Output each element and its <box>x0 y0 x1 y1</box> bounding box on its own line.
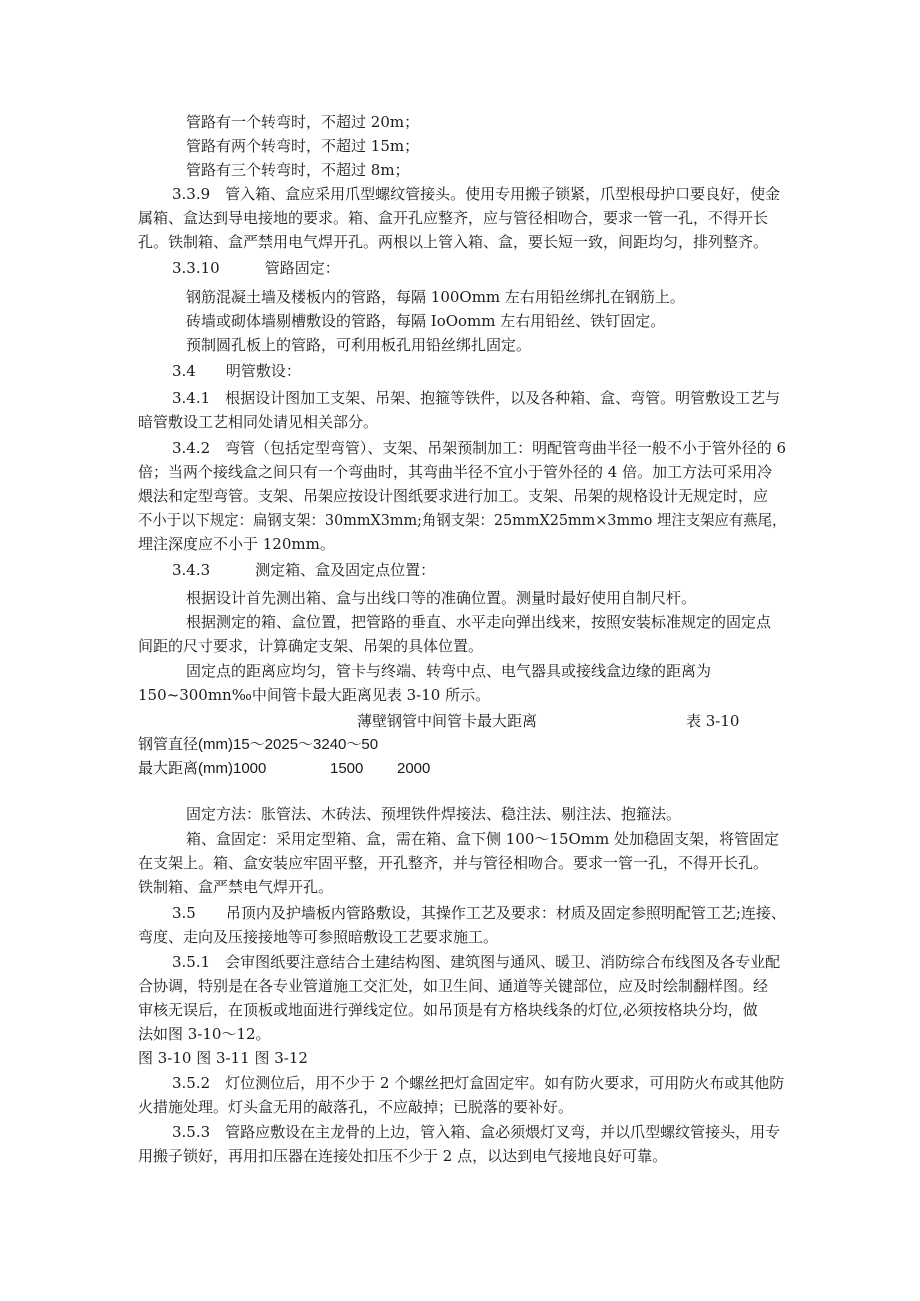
text-line: 管路有两个转弯时，不超过 15m； <box>186 137 420 155</box>
text-line: 管路有一个转弯时，不超过 20m； <box>186 113 420 131</box>
text-line: 属箱、盒达到导电接地的要求。箱、盒开孔应整齐，应与管径相吻合，要求一管一孔，不得开长 <box>138 209 769 227</box>
text-line: 3.4.1 根据设计图加工支架、吊架、抱箍等铁件，以及各种箱、盒、弯管。明管敷设工艺与 <box>172 389 781 407</box>
text-line: 3.5 吊顶内及护墙板内管路敷设，其操作工艺及要求：材质及固定参照明配管工艺;连接、 <box>172 904 786 922</box>
text-line: 3.4.3 测定箱、盒及固定点位置： <box>172 561 436 579</box>
text-line: 审核无误后，在顶板或地面进行弹线定位。如吊顶是有方格块线条的灯位,必须按格块分均，做 <box>138 1001 758 1019</box>
text-line: 在支架上。箱、盒安装应牢固平整，开孔整齐，并与管径相吻合。要求一管一孔，不得开长孔。 <box>138 854 769 872</box>
text-line: 箱、盒固定：采用定型箱、盒，需在箱、盒下侧 100～15Omm 处加稳固支架，将管固定 <box>186 830 780 848</box>
text-line: 间距的尺寸要求，计算确定支架、吊架的具体位置。 <box>138 637 484 655</box>
text-line: 3.5.3 管路应敷设在主龙骨的上边，管入箱、盒必须煨灯叉弯，并以爪型螺纹管接头，用专 <box>172 1123 781 1141</box>
text-line: 3.4 明管敷设： <box>172 362 301 380</box>
text-line: 150~300mn‰中间管卡最大距离见表 3-10 所示。 <box>138 686 491 704</box>
text-line: 孔。铁制箱、盒严禁用电气焊开孔。两根以上管入箱、盒，要长短一致，间距均匀，排列整齐。 <box>138 233 769 251</box>
text-line: 暗管敷设工艺相同处请见相关部分。 <box>138 413 379 431</box>
text-line: 3.3.9 管入箱、盒应采用爪型螺纹管接头。使用专用搬子锁紧，爪型根母护口要良好，使金 <box>172 185 781 203</box>
table-number: 表 3-10 <box>686 712 740 730</box>
text-line: 根据测定的箱、盒位置，把管路的垂直、水平走向弹出线来，按照安装标准规定的固定点 <box>186 613 772 631</box>
table-cell: 1500 <box>330 760 364 777</box>
text-line: 弯度、走向及压接接地等可参照暗敷设工艺要求施工。 <box>138 928 499 946</box>
text-line: 合协调，特别是在各专业管道施工交汇处，如卫生间、通道等关键部位，应及时绘制翻样图。经 <box>138 977 769 995</box>
text-line: 根据设计首先测出箱、盒与出线口等的准确位置。测量时最好使用自制尺杆。 <box>186 589 697 607</box>
table-cell: 2000 <box>397 760 431 777</box>
text-line: 预制圆孔板上的管路，可利用板孔用铅丝绑扎固定。 <box>186 336 532 354</box>
text-line: 3.4.2 弯管（包括定型弯管）、支架、吊架预制加工：明配管弯曲半径一般不小于管外径的 6 <box>172 439 787 457</box>
figure-refs: 图 3-10 图 3-11 图 3-12 <box>138 1049 308 1067</box>
table-caption: 薄壁钢管中间管卡最大距离 <box>357 712 538 730</box>
table-row: 最大距离(mm)1000 <box>138 760 267 777</box>
text-line: 倍；当两个接线盒之间只有一个弯曲时，其弯曲半径不宜小于管外径的 4 倍。加工方法可采用冷 <box>138 463 773 481</box>
text-line: 铁制箱、盒严禁电气焊开孔。 <box>138 878 334 896</box>
text-line: 用搬子锁好，再用扣压器在连接处扣压不少于 2 点，以达到电气接地良好可靠。 <box>138 1147 668 1165</box>
text-line: 法如图 3-10～12。 <box>138 1025 271 1043</box>
text-line: 3.5.1 会审图纸要注意结合土建结构图、建筑图与通风、暖卫、消防综合布线图及各专业配 <box>172 953 781 971</box>
text-line: 管路有三个转弯时，不超过 8m； <box>186 161 410 179</box>
text-line: 固定点的距离应均匀，管卡与终端、转弯中点、电气器具或接线盒边缘的距离为 <box>186 662 712 680</box>
text-line: 砖墙或砌体墙剔槽敷设的管路，每隔 IoOomm 左右用铅丝、铁钉固定。 <box>186 312 666 330</box>
text-line: 火措施处理。灯头盒无用的敲落孔，不应敲掉；已脱落的要补好。 <box>138 1098 574 1116</box>
text-line: 钢筋混凝土墙及楼板内的管路，每隔 100Omm 左右用铅丝绑扎在钢筋上。 <box>186 288 685 306</box>
text-line: 埋注深度应不小于 120mm。 <box>138 535 335 553</box>
text-line: 3.3.10 管路固定： <box>172 259 340 277</box>
text-line: 煨法和定型弯管。支架、吊架应按设计图纸要求进行加工。支架、吊架的规格设计无规定时，应 <box>138 487 769 505</box>
text-line: 不小于以下规定：扁钢支架：30mmX3mm;角钢支架：25mmX25mm×3mmo 埋注支架应有燕尾， <box>138 511 787 529</box>
table-row: 钢管直径(mm)15～2025～3240～50 <box>138 736 379 753</box>
text-line: 3.5.2 灯位测位后，用不少于 2 个螺丝把灯盒固定牢。如有防火要求，可用防火布或其他防 <box>172 1074 785 1092</box>
text-line: 固定方法：胀管法、木砖法、预埋铁件焊接法、稳注法、剔注法、抱箍法。 <box>186 805 682 823</box>
